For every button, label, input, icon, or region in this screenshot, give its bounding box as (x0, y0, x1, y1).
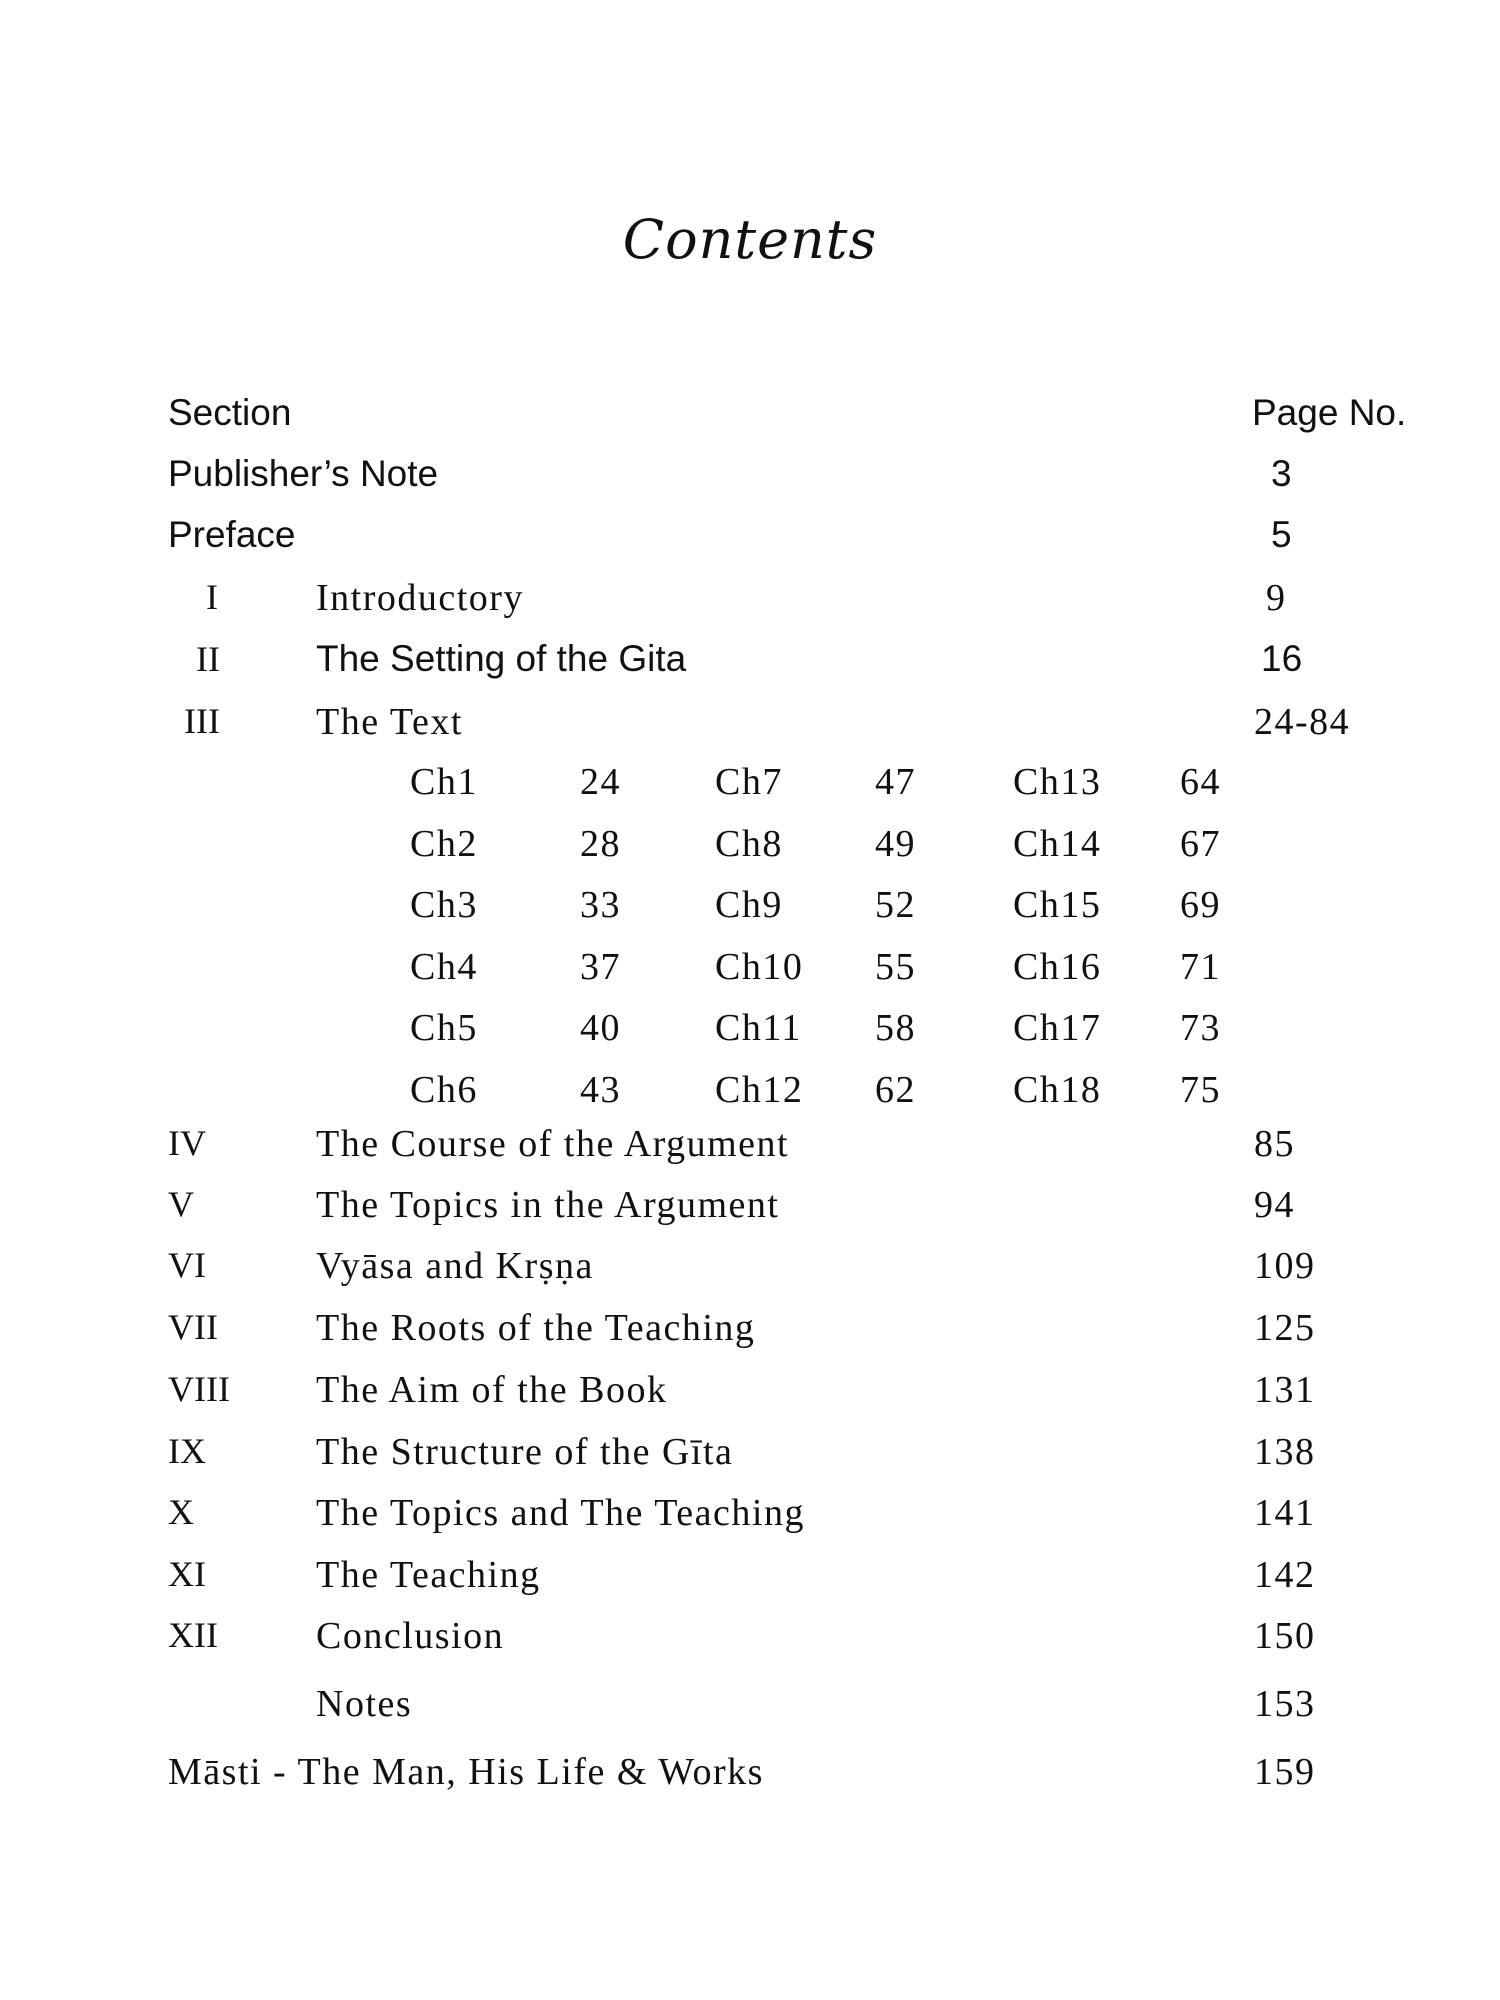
section-numeral: X (168, 1492, 194, 1532)
entry-page: 5 (1271, 514, 1292, 555)
entry-title: The Teaching (316, 1554, 541, 1596)
chapter-label: Ch10 (715, 945, 804, 988)
section-numeral: V (168, 1184, 194, 1224)
entry-page: 142 (1254, 1554, 1316, 1596)
entry-page: 16 (1261, 638, 1303, 679)
chapter-page: 37 (580, 945, 621, 988)
entry-page: 141 (1254, 1492, 1316, 1534)
entry-title: Māsti - The Man, His Life & Works (168, 1751, 764, 1793)
chapter-label: Ch3 (410, 884, 478, 926)
entry-title: The Structure of the Gīta (316, 1431, 734, 1473)
entry-title: Introductory (316, 577, 524, 619)
chapter-page: 55 (875, 945, 916, 988)
chapter-page: 28 (580, 822, 621, 865)
entry-page: 24-84 (1254, 701, 1351, 743)
page-title: Contents (622, 208, 878, 271)
chapter-page: 71 (1180, 945, 1221, 988)
entry-title: Preface (168, 514, 296, 555)
chapter-page: 43 (580, 1068, 621, 1111)
chapter-label: Ch15 (1013, 884, 1102, 926)
section-numeral: VI (168, 1245, 206, 1285)
chapter-page: 58 (875, 1007, 916, 1049)
section-numeral: IV (168, 1123, 206, 1163)
chapter-page: 69 (1180, 884, 1221, 926)
chapter-label: Ch17 (1013, 1007, 1102, 1049)
entry-title: The Roots of the Teaching (316, 1307, 756, 1349)
section-numeral: II (196, 639, 220, 679)
chapter-page: 73 (1180, 1007, 1221, 1049)
chapter-label: Ch1 (410, 761, 478, 803)
chapter-label: Ch11 (715, 1007, 802, 1049)
entry-page: 94 (1254, 1184, 1295, 1226)
toc-entry-section-4 (0, 1122, 1500, 1182)
entry-title: The Text (316, 701, 463, 743)
chapter-page: 24 (580, 761, 621, 803)
toc-entry-section-8 (0, 1368, 1500, 1428)
section-numeral: VIII (168, 1369, 230, 1409)
section-numeral: I (206, 577, 218, 617)
entry-page: 109 (1254, 1245, 1316, 1287)
chapter-label: Ch7 (715, 761, 783, 803)
chapter-page: 33 (580, 884, 621, 926)
chapter-page: 47 (875, 761, 916, 803)
toc-entry-section-9 (0, 1430, 1500, 1490)
section-numeral: XI (168, 1554, 206, 1594)
chapter-label: Ch5 (410, 1007, 478, 1049)
entry-title: Vyāsa and Krṣṇa (316, 1245, 594, 1287)
section-column-header: Section (168, 392, 292, 433)
entry-title: The Course of the Argument (316, 1123, 790, 1165)
section-numeral: IX (168, 1431, 206, 1471)
entry-title: The Topics in the Argument (316, 1184, 780, 1226)
toc-entry-section-7 (0, 1306, 1500, 1366)
entry-title: The Topics and The Teaching (316, 1492, 805, 1534)
chapter-label: Ch2 (410, 822, 478, 865)
chapter-label: Ch4 (410, 945, 478, 988)
entry-title: Notes (316, 1683, 413, 1725)
chapter-label: Ch12 (715, 1068, 804, 1111)
chapter-label: Ch16 (1013, 945, 1102, 988)
toc-entry-section-6 (0, 1244, 1500, 1304)
toc-entry-section-11 (0, 1553, 1500, 1613)
chapter-page: 64 (1180, 761, 1221, 803)
chapter-page: 40 (580, 1007, 621, 1049)
toc-entry-notes (0, 1682, 1500, 1742)
chapter-label: Ch14 (1013, 822, 1102, 865)
entry-page: 3 (1271, 453, 1292, 494)
entry-page: 9 (1266, 577, 1287, 619)
chapter-label: Ch18 (1013, 1068, 1102, 1111)
chapter-page: 75 (1180, 1068, 1221, 1111)
toc-entry-section-10 (0, 1491, 1500, 1551)
entry-title: Conclusion (316, 1615, 505, 1657)
toc-entry-section-12 (0, 1614, 1500, 1674)
chapter-label: Ch13 (1013, 761, 1102, 803)
chapter-page: 49 (875, 822, 916, 865)
entry-page: 125 (1254, 1307, 1316, 1349)
entry-page: 85 (1254, 1123, 1295, 1165)
chapter-page: 67 (1180, 822, 1221, 865)
chapter-page: 62 (875, 1068, 916, 1111)
entry-page: 153 (1254, 1683, 1316, 1725)
section-numeral: VII (168, 1307, 218, 1347)
toc-entry-appendix (0, 1750, 1500, 1810)
entry-page: 138 (1254, 1431, 1316, 1473)
toc-entry-section-5 (0, 1183, 1500, 1243)
entry-page: 159 (1254, 1751, 1316, 1793)
entry-page: 150 (1254, 1615, 1316, 1657)
chapter-label: Ch8 (715, 822, 783, 865)
entry-page: 131 (1254, 1369, 1316, 1411)
chapter-label: Ch6 (410, 1068, 478, 1111)
page-column-header: Page No. (1252, 392, 1407, 433)
entry-title: Publisher’s Note (168, 453, 439, 494)
section-numeral: XII (168, 1615, 218, 1655)
chapter-page: 52 (875, 884, 916, 926)
entry-title: The Aim of the Book (316, 1369, 668, 1411)
section-numeral: III (184, 701, 220, 741)
chapter-label: Ch9 (715, 884, 783, 926)
entry-title: The Setting of the Gita (316, 638, 687, 679)
